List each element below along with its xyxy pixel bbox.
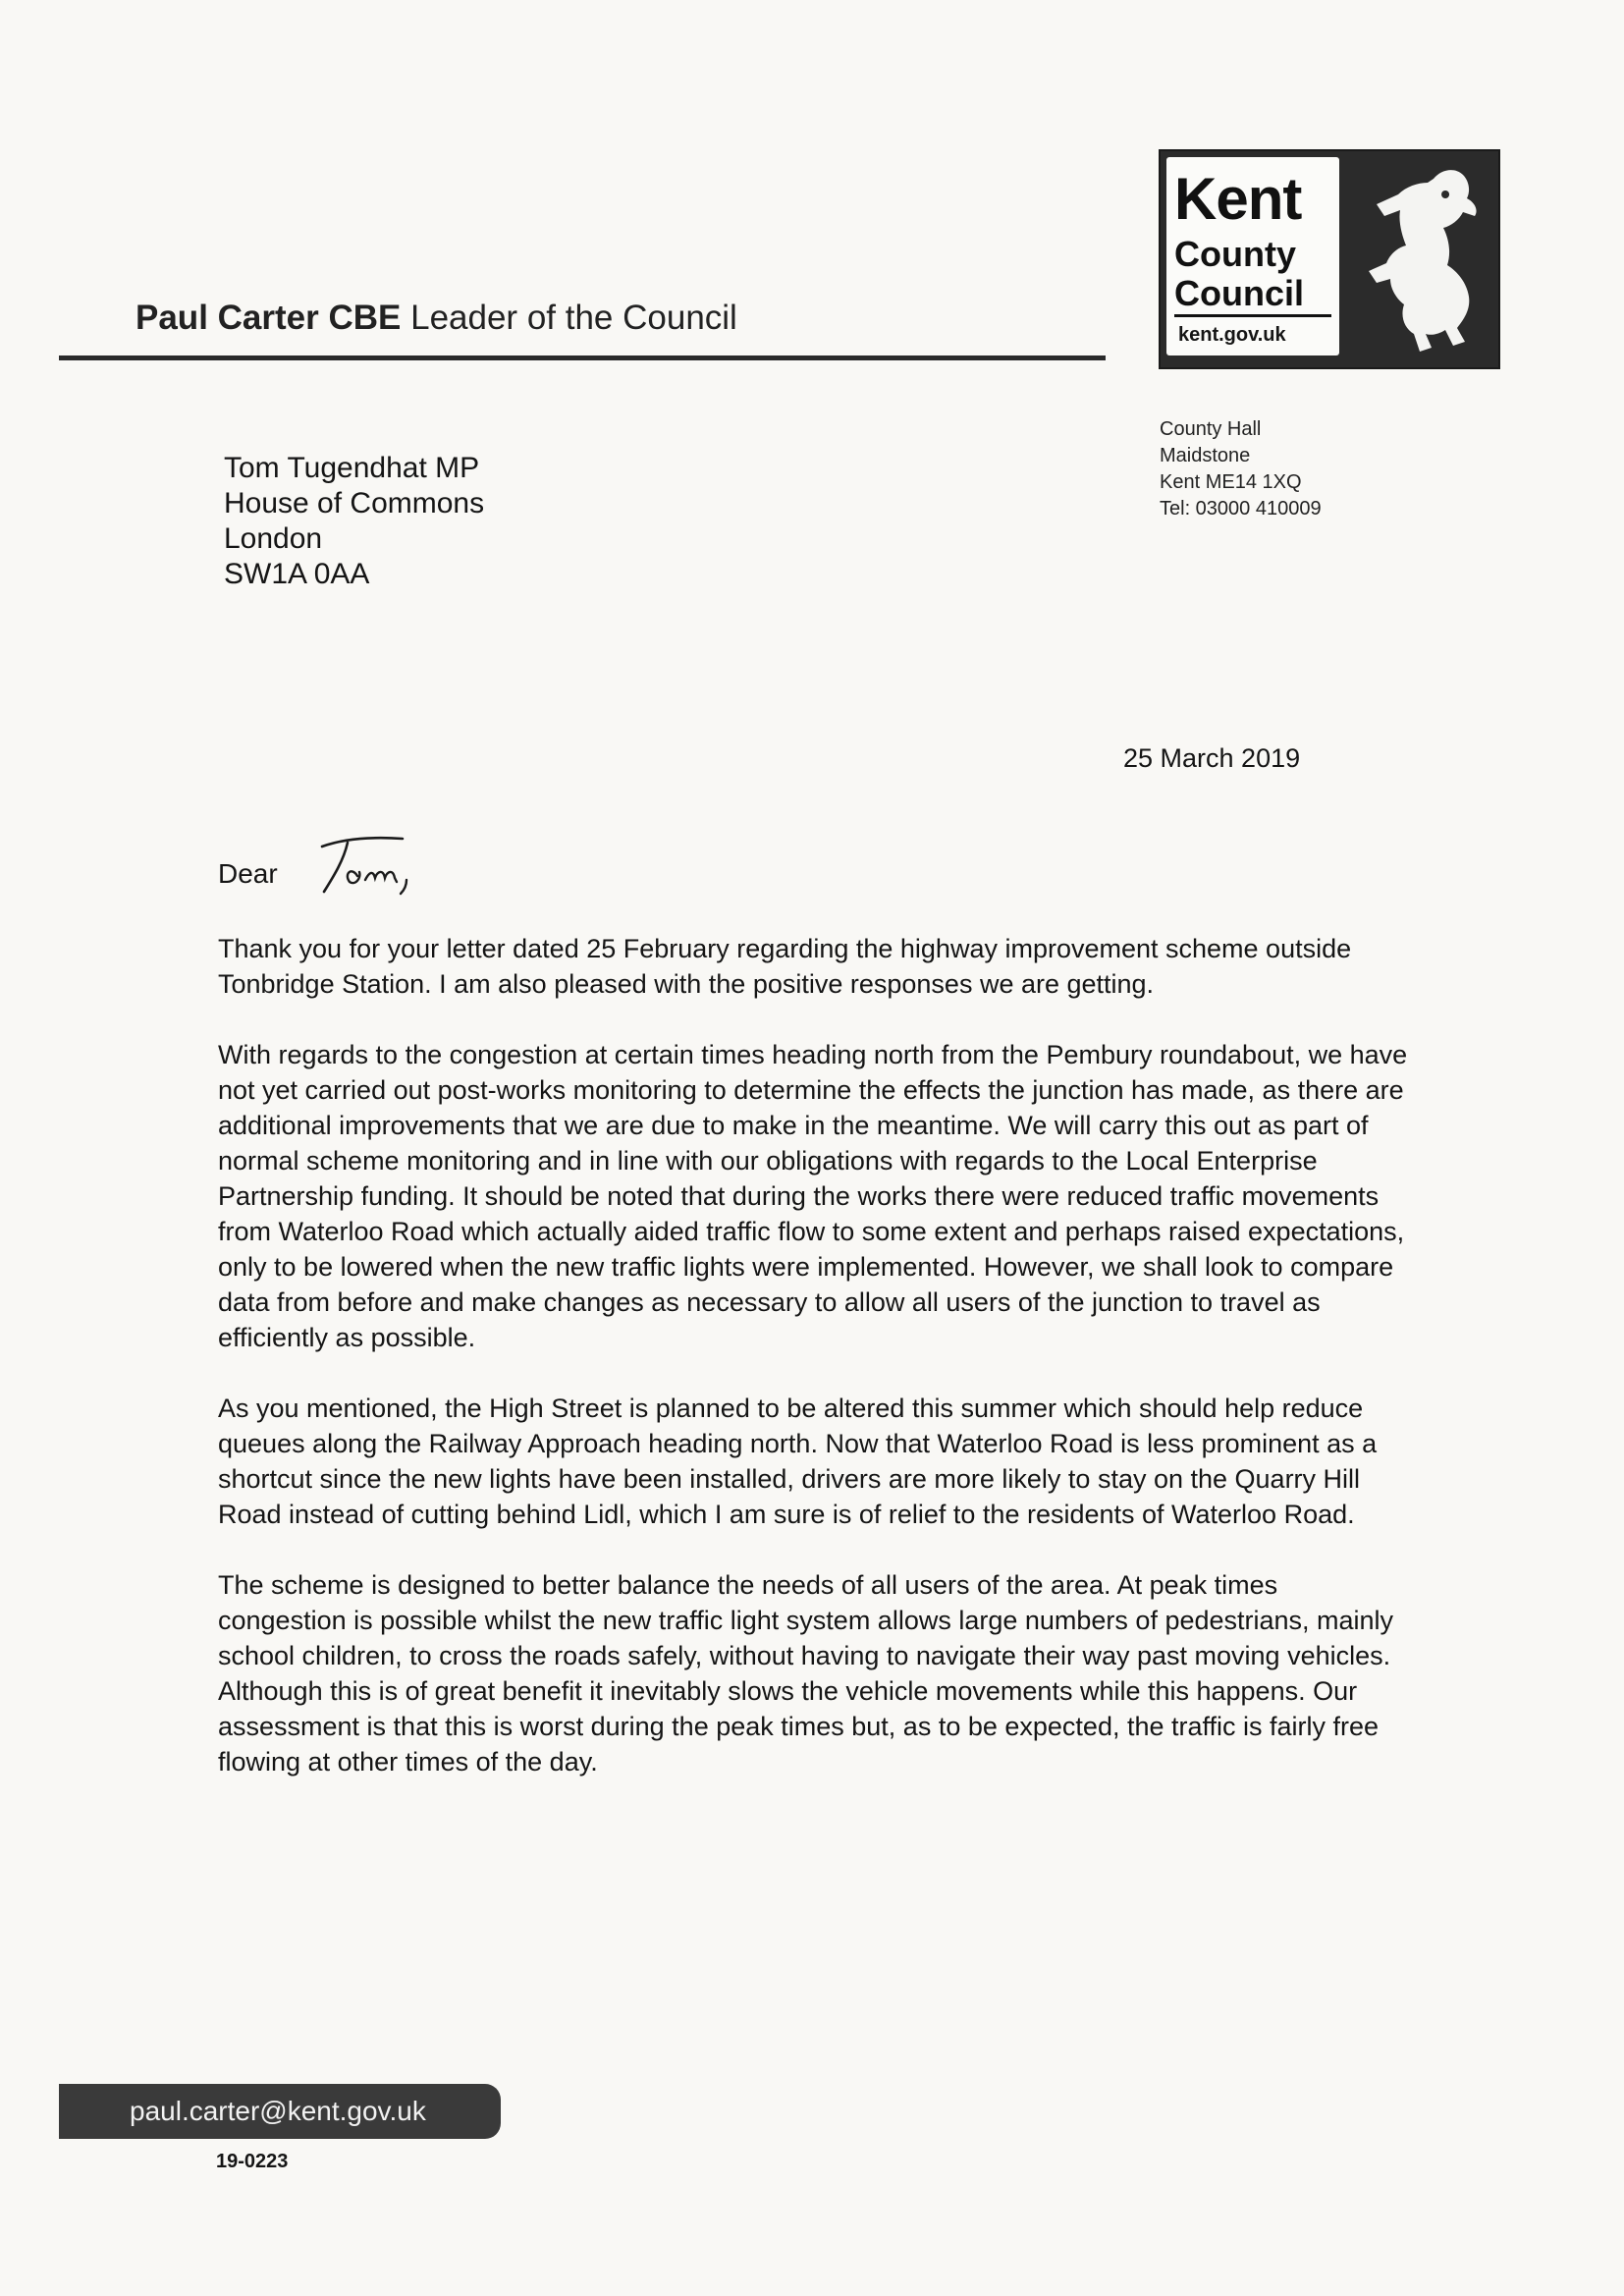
sender-phone: Tel: 03000 410009 [1160, 498, 1322, 519]
logo-wordmark [1166, 157, 1339, 355]
header-rule [59, 355, 1106, 360]
logo-url: kent.gov.uk [1178, 324, 1286, 346]
leader-name: Paul Carter CBE [135, 299, 402, 337]
recipient-address [224, 451, 484, 592]
logo-line-3: Council [1174, 273, 1304, 313]
rampant-horse-icon [1347, 161, 1490, 357]
salutation [218, 858, 278, 890]
logo-line-1: Kent [1174, 166, 1302, 232]
sender-address-line: Maidstone [1160, 445, 1251, 466]
logo-line-2: County [1174, 234, 1296, 274]
body-paragraph: With regards to the congestion at certain times heading north from the Pembury roundabout, we have not yet carried out post-works monitoring to determine the effects the junction has made, as there are additional improvements that we are due to make in the meantime. We will carry this out as part of normal scheme monitoring and in line with our obligations with regards to the Local Enterprise Partnership funding. It should be noted that during the works there were reduced traffic movements from Waterloo Road which actually aided traffic flow to some extent and perhaps raised expectations, only to be lowered when the new traffic lights were implemented. However, we shall look to compare data from before and make changes as necessary to allow all users of the junction to travel as efficiently as possible. [218, 1040, 1408, 1352]
body-paragraph: The scheme is designed to better balance the needs of all users of the area. At peak times congestion is possible whilst the new traffic light system allows large numbers of pedestrians, mainly school children, to cross the roads safely, without having to navigate their way past moving vehicles. Although this is of great benefit it inevitably slows the vehicle movements while this happens. Our assessment is that this is worst during the peak times but, as to be expected, the traffic is fairly free flowing at other times of the day. [218, 1570, 1394, 1777]
recipient-name: Tom Tugendhat MP [224, 452, 480, 484]
sender-address-line: County Hall [1160, 418, 1262, 440]
logo-divider [1174, 314, 1331, 317]
leader-title: Leader of the Council [410, 299, 737, 337]
body-paragraph: Thank you for your letter dated 25 February regarding the highway improvement scheme outside Tonbridge Station. I am also pleased with the positive responses we are getting. [218, 934, 1352, 999]
handwritten-name-signature [304, 833, 442, 900]
recipient-line: London [224, 522, 323, 555]
email-banner [59, 2084, 501, 2139]
letter-body [218, 931, 1410, 1815]
kcc-logo [1159, 149, 1500, 369]
email-address: paul.carter@kent.gov.uk [130, 2096, 426, 2126]
recipient-postcode: SW1A 0AA [224, 558, 370, 590]
leader-heading [135, 299, 737, 338]
body-paragraph: As you mentioned, the High Street is planned to be altered this summer which should help reduce queues along the Railway Approach heading north. Now that Waterloo Road is less prominent as a shortcut since the new lights have been installed, drivers are more likely to stay on the Quarry Hill Road instead of cutting behind Lidl, which I am sure is of relief to the residents of Waterloo Road. [218, 1394, 1378, 1529]
sender-address-line: Kent ME14 1XQ [1160, 471, 1302, 493]
reference-number: 19-0223 [216, 2151, 289, 2172]
salutation-text: Dear [218, 858, 278, 889]
letter-date: 25 March 2019 [1123, 743, 1301, 773]
sender-address [1160, 416, 1322, 522]
recipient-line: House of Commons [224, 487, 485, 519]
